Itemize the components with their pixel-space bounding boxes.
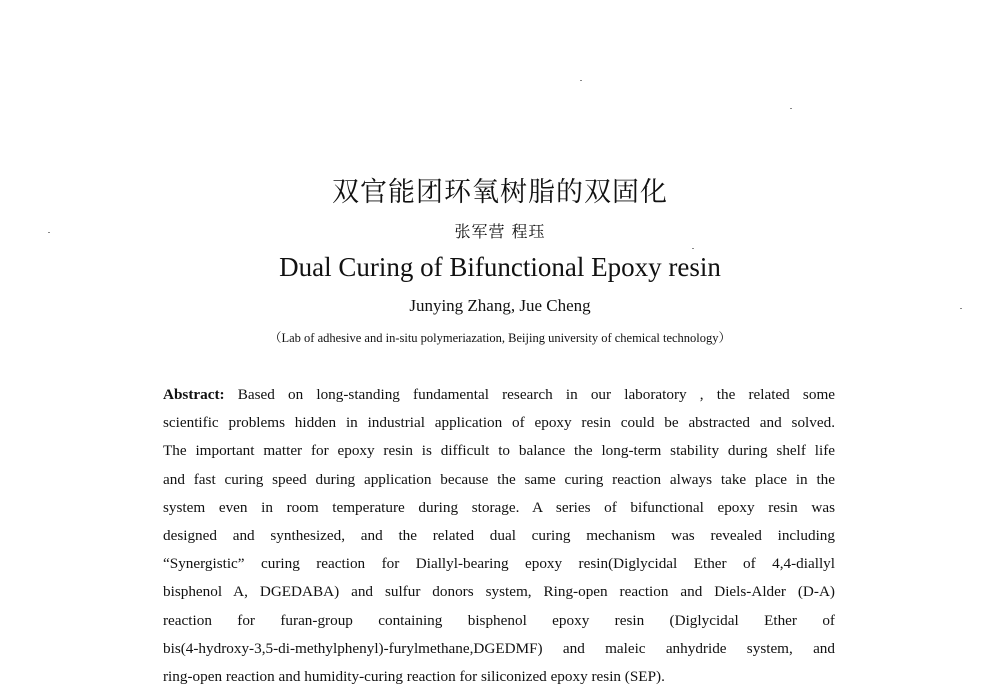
- abstract-line: [163, 381, 835, 409]
- abstract-line: system even in room temperature during storage. A series of bifunctional epoxy resin was: [163, 498, 835, 516]
- abstract-line: designed and synthesized, and the related dual curing mechanism was revealed including: [163, 527, 835, 545]
- scan-speck: [580, 80, 582, 81]
- abstract-line: ring-open reaction and humidity-curing reaction for siliconized epoxy resin (SEP).: [163, 668, 665, 686]
- abstract-line: “Synergistic” curing reaction for Diallyl-bearing epoxy resin(Diglycidal Ether of 4,4-diallyl: [163, 555, 835, 573]
- authors-english: Junying Zhang, Jue Cheng: [409, 296, 591, 315]
- authors-chinese: 张军营 程珏: [454, 222, 546, 241]
- abstract-label: Abstract:: [163, 386, 225, 403]
- abstract: [163, 381, 835, 691]
- abstract-line: and fast curing speed during application because the same curing reaction always take place in the: [163, 470, 835, 488]
- scan-speck: [692, 248, 694, 249]
- abstract-line: bis(4-hydroxy-3,5-di-methylphenyl)-furylmethane,DGEDMF) and maleic anhydride system, and: [163, 639, 835, 657]
- abstract-line: bisphenol A, DGEDABA) and sulfur donors system, Ring-open reaction and Diels-Alder (D-A): [163, 583, 835, 601]
- abstract-line: scientific problems hidden in industrial application of epoxy resin could be abstracted and solved.: [163, 414, 835, 432]
- affiliation: （Lab of adhesive and in-situ polymeriazation, Beijing university of chemical technology）: [268, 331, 732, 345]
- abstract-text: Based on long-standing fundamental research in our laboratory , the related some: [224, 386, 835, 403]
- abstract-line: reaction for furan-group containing bisphenol epoxy resin (Diglycidal Ether of: [163, 611, 835, 629]
- scan-speck: [790, 108, 792, 109]
- title-english: Dual Curing of Bifunctional Epoxy resin: [279, 252, 721, 282]
- title-chinese: 双官能团环氧树脂的双固化: [332, 177, 668, 208]
- abstract-line: The important matter for epoxy resin is difficult to balance the long-term stability during shelf life: [163, 442, 835, 460]
